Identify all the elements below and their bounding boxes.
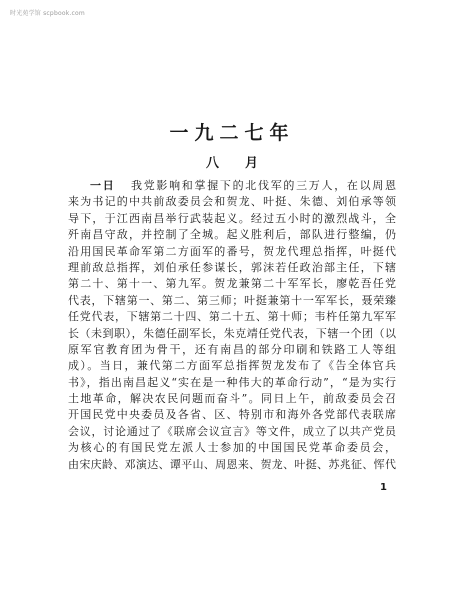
entry-line: 任党代表，下辖第二十四、第二十五、第十师；韦杵任第九军军 xyxy=(68,310,396,324)
entry-line: 第二十、第十一、第九军。贺龙兼第二十军军长，廖乾吾任党 xyxy=(68,277,396,291)
entry-line: 理前敌总指挥，刘伯承任参谋长，郭沫若任政治部主任，下辖 xyxy=(68,260,396,274)
page-number: 1 xyxy=(380,482,387,493)
entry-line: 开国民党中央委员及各省、区、特别市和海外各党部代表联席 xyxy=(68,408,396,422)
watermark: 时光苑学馆 scpbook.com xyxy=(10,10,85,17)
entry-line: 沿用国民革命军第二方面军的番号，贺龙代理总指挥，叶挺代 xyxy=(68,244,396,258)
entry-line: 长（未到职），朱德任副军长，朱克靖任党代表，下辖一个团（以 xyxy=(68,326,396,340)
day-label: 一日 xyxy=(90,179,116,192)
entry-line: 代表，下辖第一、第二、第三师；叶挺兼第十一军军长，聂荣臻 xyxy=(68,293,396,307)
entry-line: 来为书记的中共前敌委员会和贺龙、叶挺、朱德、刘伯承等领 xyxy=(68,195,396,209)
month-title: 八月 xyxy=(205,156,284,171)
entry-line: 导下，于江西南昌举行武装起义。经过五小时的激烈战斗，全 xyxy=(68,211,396,225)
entry-line: 原军官教育团为骨干，还有南昌的部分印刷和铁路工人等组 xyxy=(68,342,396,356)
entry-line: 书》，指出南昌起义“实在是一种伟大的革命行动”，“是为实行 xyxy=(68,375,396,389)
entry-first-line-text: 我党影响和掌握下的北伐军的三万人，在以周恩 xyxy=(131,179,396,192)
entry-line: 土地革命，解决农民问题而奋斗”。同日上午，前敌委员会召 xyxy=(68,392,396,406)
entry-line: 成）。当日，兼代第二方面军总指挥贺龙发布了《告全体官兵 xyxy=(68,359,396,373)
entry-body xyxy=(68,178,396,473)
entry-first-line xyxy=(68,178,396,194)
year-title: 一九二七年 xyxy=(169,122,295,144)
entry-line: 为核心的有国民党左派人士参加的中国国民党革命委员会， xyxy=(68,441,396,455)
entry-line: 歼南昌守敌，并控制了全城。起义胜利后，部队进行整编，仍 xyxy=(68,228,396,242)
entry-line: 会议，讨论通过了《联席会议宣言》等文件，成立了以共产党员 xyxy=(68,424,396,438)
entry-line: 由宋庆龄、邓演达、谭平山、周恩来、贺龙、叶挺、苏兆征、恽代 xyxy=(68,457,396,471)
